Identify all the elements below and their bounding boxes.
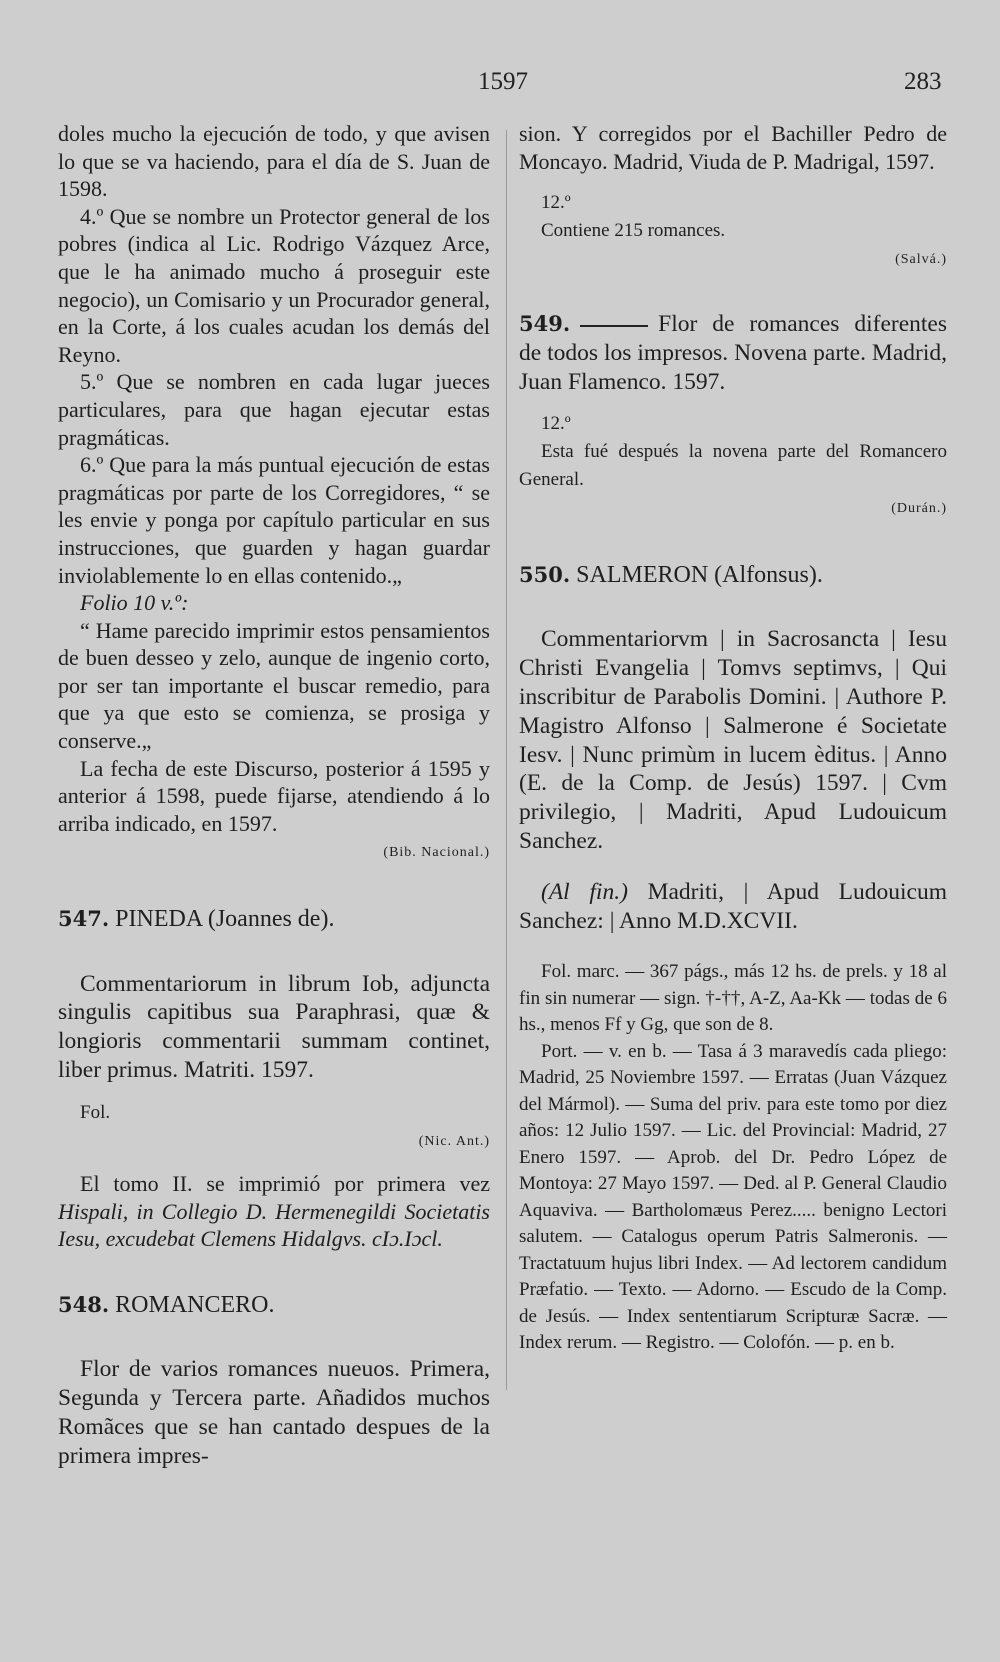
entry-number: 549. xyxy=(519,310,571,336)
entry-548-source: (Salvá.) xyxy=(895,252,947,268)
entry-547-title: Commentariorum in librum Iob, adjuncta singulis capitibus sua Paraphrasi, quæ & longioris commentarii summam continet, liber primus. Matriti. 1597. xyxy=(58,970,490,1084)
entry-550-heading xyxy=(519,561,947,590)
entry-548-title: Flor de varios romances nueuos. Primera, Segunda y Tercera parte. Añadidos muchos Romãces que se han cantado despues de la primera impres- xyxy=(58,1356,490,1469)
source-citation: (Bib. Nacional.) xyxy=(383,845,490,861)
entry-548-format: 12.º xyxy=(541,192,571,214)
entry-number: 547. xyxy=(58,906,110,932)
colophon-label: (Al fin.) xyxy=(541,878,628,905)
folio-reference: Folio 10 v.º: xyxy=(80,590,189,616)
column-divider xyxy=(506,130,507,1390)
entry-547-note-text: El tomo II. se imprimió por primera vez xyxy=(80,1171,490,1196)
running-header xyxy=(0,68,1000,108)
ditto-dash xyxy=(580,325,648,327)
entry-549-note: Esta fué después la novena parte del Romancero General. xyxy=(519,440,947,490)
entry-author: SALMERON (Alfonsus). xyxy=(576,561,823,588)
entry-author: PINEDA (Joannes de). xyxy=(115,906,335,933)
entry-547-heading xyxy=(58,905,490,934)
entry-550-title: Commentariorvm | in Sacrosancta | Iesu Christi Evangelia | Tomvs septimvs, | Qui inscribitur de Parabolis Domini. | Authore P. Magistro Alfonso | Salmerone é Societate Iesv. | Nunc primùm in lucem èditus. | Anno (E. de la Comp. de Jesús) 1597. | Cvm privilegio, | Madriti, Apud Ludouicum Sanchez. xyxy=(519,626,947,854)
page-number: 283 xyxy=(904,68,942,95)
entry-550-physical-description: Fol. marc. — 367 págs., más 12 hs. de prels. y 18 al fin sin numerar — sign. †-††, A-Z, Aa-Kk — todas de 6 hs., menos Ff y Gg, que son de 8. xyxy=(519,961,947,1036)
right-column xyxy=(519,120,947,1357)
entry-author: ROMANCERO. xyxy=(115,1291,275,1318)
entry-number: 548. xyxy=(58,1291,110,1317)
entry-547-note-imprint: Hispali, in Collegio D. Hermenegildi Societatis Iesu, excudebat Clemens Hidalgvs. cIɔ.Iɔcl. xyxy=(58,1198,490,1252)
date-note: La fecha de este Discurso, posterior á 1595 y anterior á 1598, puede fijarse, atendiendo á lo arriba indicado, en 1597. xyxy=(58,755,490,836)
entry-547-note xyxy=(58,1170,490,1253)
item-5: 5.º Que se nombren en cada lugar jueces particulares, para que hagan ejecutar estas pragmáticas. xyxy=(58,369,490,450)
continued-text: doles mucho la ejecución de todo, y que avisen lo que se va haciendo, para el día de S. Juan de 1598. xyxy=(58,121,490,202)
quoted-text: “ Hame parecido imprimir estos pensamientos de buen desseo y zelo, aunque de ingenio corto, por ser tan importante el buscar remedio, para que ya que esto se comienza, se prosiga y conserve.„ xyxy=(58,617,490,754)
entry-548-contents: Contiene 215 romances. xyxy=(541,219,726,241)
entry-548-heading xyxy=(58,1291,490,1320)
entry-549-format: 12.º xyxy=(541,413,571,435)
entry-550-colophon xyxy=(519,878,947,936)
item-4: 4.º Que se nombre un Protector general de los pobres (indica al Lic. Rodrigo Vázquez Arce, que le ha animado mucho á proseguir este negocio), un Comisario y un Procurador general, en la Corte, á los cuales acudan los demás del Reyno. xyxy=(58,203,490,367)
entry-549-title: Flor de romances diferentes de todos los impresos. Novena parte. Madrid, Juan Flamenco. 1597. xyxy=(519,310,947,395)
colophon-text: Madriti, | Apud Ludouicum Sanchez: | Anno M.D.XCVII. xyxy=(519,878,947,934)
entry-550-contents: Port. — v. en b. — Tasa á 3 maravedís cada pliego: Madrid, 25 Noviembre 1597. — Erratas (Juan Vázquez del Mármol). — Suma del priv. para este tomo por diez años: 12 Julio 1597. — Lic. del Provincial: Madrid, 27 Enero 1597. — Aprob. del Dr. Pedro López de Montoya: 27 Mayo 1597. — Ded. al P. General Claudio Aquaviva. — Bartholomæus Perez..... benigno Lectori salutem. — Catalogus operum Patris Salmeronis. — Tractatuum hujus libri Index. — Ad lectorem candidum Præfatio. — Texto. — Adorno. — Escudo de la Comp. de Jesús. — Index sententiarum Scripturæ Sacræ. — Index rerum. — Registro. — Colofón. — p. en b. xyxy=(519,1040,947,1354)
entry-547-format: Fol. xyxy=(80,1101,111,1123)
entry-548-title-continued: sion. Y corregidos por el Bachiller Pedro de Moncayo. Madrid, Viuda de P. Madrigal, 1597. xyxy=(519,121,947,174)
item-6: 6.º Que para la más puntual ejecución de estas pragmáticas por parte de los Corregidores, “ se les envie y ponga por capítulo particular en sus instrucciones, que guarden y hagan guardar inviolablemente lo en ellas contenido.„ xyxy=(58,452,490,588)
left-column xyxy=(58,120,490,1471)
entry-549-source: (Durán.) xyxy=(891,501,947,517)
entry-549 xyxy=(519,310,947,396)
entry-number: 550. xyxy=(519,561,571,587)
header-year: 1597 xyxy=(478,68,528,95)
entry-547-source: (Nic. Ant.) xyxy=(418,1134,490,1150)
